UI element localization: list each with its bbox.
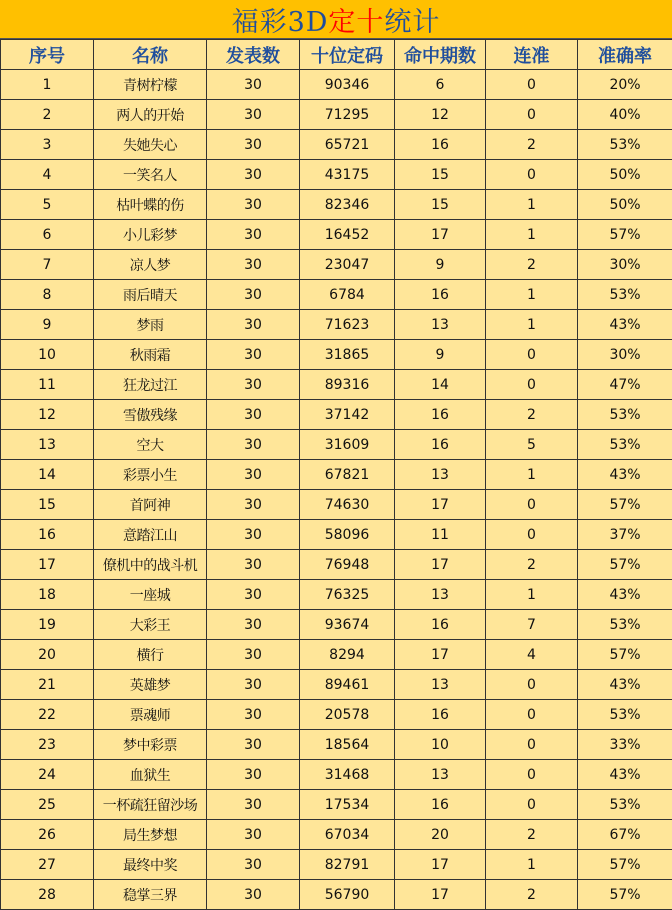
cell-tens-code: 76948	[300, 550, 395, 580]
cell-hits: 13	[395, 670, 486, 700]
table-row	[1, 220, 672, 250]
cell-index: 10	[1, 340, 94, 370]
cell-streak: 0	[486, 490, 578, 520]
col-header-hits: 命中期数	[395, 40, 486, 70]
table-row	[1, 400, 672, 430]
title-part-lottery: 福彩3D	[232, 0, 329, 39]
cell-name: 梦中彩票	[94, 730, 207, 760]
cell-streak: 2	[486, 550, 578, 580]
cell-tens-code: 20578	[300, 700, 395, 730]
cell-published: 30	[207, 100, 300, 130]
table-row	[1, 610, 672, 640]
cell-name: 横行	[94, 640, 207, 670]
cell-tens-code: 67821	[300, 460, 395, 490]
cell-published: 30	[207, 400, 300, 430]
cell-name: 意踏江山	[94, 520, 207, 550]
cell-name: 首阿神	[94, 490, 207, 520]
cell-hits: 16	[395, 610, 486, 640]
cell-published: 30	[207, 880, 300, 910]
cell-name: 英雄梦	[94, 670, 207, 700]
cell-tens-code: 71623	[300, 310, 395, 340]
cell-index: 16	[1, 520, 94, 550]
table-row	[1, 190, 672, 220]
cell-streak: 1	[486, 460, 578, 490]
title-part-stats: 统计	[384, 0, 440, 39]
cell-accuracy: 53%	[578, 610, 672, 640]
cell-streak: 0	[486, 340, 578, 370]
cell-published: 30	[207, 460, 300, 490]
cell-name: 凉人梦	[94, 250, 207, 280]
cell-tens-code: 74630	[300, 490, 395, 520]
cell-hits: 9	[395, 340, 486, 370]
cell-streak: 1	[486, 850, 578, 880]
col-header-index: 序号	[1, 40, 94, 70]
col-header-published: 发表数	[207, 40, 300, 70]
cell-published: 30	[207, 250, 300, 280]
cell-hits: 17	[395, 850, 486, 880]
cell-accuracy: 53%	[578, 400, 672, 430]
cell-hits: 13	[395, 460, 486, 490]
cell-accuracy: 43%	[578, 760, 672, 790]
cell-name: 梦雨	[94, 310, 207, 340]
cell-tens-code: 71295	[300, 100, 395, 130]
cell-published: 30	[207, 490, 300, 520]
cell-index: 23	[1, 730, 94, 760]
table-row	[1, 160, 672, 190]
cell-streak: 0	[486, 520, 578, 550]
cell-tens-code: 67034	[300, 820, 395, 850]
cell-tens-code: 8294	[300, 640, 395, 670]
table-row	[1, 70, 672, 100]
cell-published: 30	[207, 370, 300, 400]
cell-index: 24	[1, 760, 94, 790]
table-row	[1, 670, 672, 700]
cell-name: 枯叶蝶的伤	[94, 190, 207, 220]
cell-tens-code: 90346	[300, 70, 395, 100]
cell-name: 一杯疏狂留沙场	[94, 790, 207, 820]
cell-hits: 17	[395, 640, 486, 670]
cell-index: 25	[1, 790, 94, 820]
header-row	[1, 40, 672, 70]
table-row	[1, 790, 672, 820]
col-header-streak: 连准	[486, 40, 578, 70]
cell-name: 青树柠檬	[94, 70, 207, 100]
cell-streak: 1	[486, 190, 578, 220]
cell-hits: 12	[395, 100, 486, 130]
cell-tens-code: 82791	[300, 850, 395, 880]
cell-accuracy: 53%	[578, 280, 672, 310]
cell-accuracy: 30%	[578, 250, 672, 280]
cell-name: 小儿彩梦	[94, 220, 207, 250]
cell-tens-code: 56790	[300, 880, 395, 910]
cell-streak: 2	[486, 250, 578, 280]
cell-hits: 17	[395, 880, 486, 910]
cell-published: 30	[207, 580, 300, 610]
cell-index: 20	[1, 640, 94, 670]
cell-tens-code: 89316	[300, 370, 395, 400]
table-row	[1, 520, 672, 550]
col-header-tens-code: 十位定码	[300, 40, 395, 70]
cell-hits: 16	[395, 130, 486, 160]
cell-accuracy: 57%	[578, 850, 672, 880]
cell-streak: 7	[486, 610, 578, 640]
cell-accuracy: 43%	[578, 580, 672, 610]
cell-tens-code: 43175	[300, 160, 395, 190]
cell-index: 15	[1, 490, 94, 520]
cell-index: 5	[1, 190, 94, 220]
cell-streak: 0	[486, 790, 578, 820]
cell-published: 30	[207, 70, 300, 100]
table-row	[1, 550, 672, 580]
table-row	[1, 490, 672, 520]
table-row	[1, 340, 672, 370]
cell-index: 9	[1, 310, 94, 340]
cell-streak: 2	[486, 130, 578, 160]
cell-tens-code: 17534	[300, 790, 395, 820]
table-row	[1, 580, 672, 610]
cell-name: 失她失心	[94, 130, 207, 160]
cell-streak: 0	[486, 760, 578, 790]
cell-index: 1	[1, 70, 94, 100]
cell-hits: 20	[395, 820, 486, 850]
cell-index: 19	[1, 610, 94, 640]
cell-accuracy: 53%	[578, 130, 672, 160]
cell-index: 7	[1, 250, 94, 280]
cell-hits: 6	[395, 70, 486, 100]
stats-table	[0, 39, 672, 910]
cell-streak: 0	[486, 70, 578, 100]
cell-index: 17	[1, 550, 94, 580]
table-row	[1, 370, 672, 400]
cell-tens-code: 31468	[300, 760, 395, 790]
cell-accuracy: 30%	[578, 340, 672, 370]
cell-index: 27	[1, 850, 94, 880]
cell-streak: 1	[486, 580, 578, 610]
cell-name: 空大	[94, 430, 207, 460]
cell-name: 一笑名人	[94, 160, 207, 190]
cell-tens-code: 89461	[300, 670, 395, 700]
cell-index: 4	[1, 160, 94, 190]
cell-tens-code: 82346	[300, 190, 395, 220]
cell-tens-code: 18564	[300, 730, 395, 760]
cell-accuracy: 20%	[578, 70, 672, 100]
cell-index: 3	[1, 130, 94, 160]
cell-streak: 0	[486, 670, 578, 700]
cell-hits: 17	[395, 490, 486, 520]
cell-index: 22	[1, 700, 94, 730]
cell-tens-code: 16452	[300, 220, 395, 250]
cell-name: 大彩王	[94, 610, 207, 640]
cell-streak: 0	[486, 730, 578, 760]
cell-published: 30	[207, 190, 300, 220]
cell-published: 30	[207, 340, 300, 370]
table-row	[1, 460, 672, 490]
title-part-highlight: 定十	[328, 0, 384, 39]
cell-name: 血狱生	[94, 760, 207, 790]
cell-published: 30	[207, 520, 300, 550]
cell-name: 雨后晴天	[94, 280, 207, 310]
cell-name: 彩票小生	[94, 460, 207, 490]
cell-accuracy: 57%	[578, 220, 672, 250]
cell-hits: 17	[395, 220, 486, 250]
cell-streak: 0	[486, 160, 578, 190]
cell-tens-code: 76325	[300, 580, 395, 610]
cell-tens-code: 37142	[300, 400, 395, 430]
table-row	[1, 760, 672, 790]
cell-accuracy: 50%	[578, 190, 672, 220]
cell-published: 30	[207, 280, 300, 310]
cell-accuracy: 53%	[578, 790, 672, 820]
table-row	[1, 310, 672, 340]
cell-name: 两人的开始	[94, 100, 207, 130]
cell-published: 30	[207, 220, 300, 250]
cell-published: 30	[207, 550, 300, 580]
cell-streak: 0	[486, 370, 578, 400]
sheet-title	[0, 0, 672, 39]
cell-hits: 16	[395, 430, 486, 460]
cell-hits: 9	[395, 250, 486, 280]
cell-hits: 16	[395, 400, 486, 430]
cell-hits: 16	[395, 280, 486, 310]
cell-tens-code: 93674	[300, 610, 395, 640]
cell-accuracy: 57%	[578, 640, 672, 670]
cell-published: 30	[207, 820, 300, 850]
cell-tens-code: 23047	[300, 250, 395, 280]
cell-accuracy: 50%	[578, 160, 672, 190]
table-body	[1, 70, 672, 910]
cell-index: 8	[1, 280, 94, 310]
cell-accuracy: 57%	[578, 490, 672, 520]
cell-published: 30	[207, 160, 300, 190]
cell-streak: 5	[486, 430, 578, 460]
cell-index: 26	[1, 820, 94, 850]
table-row	[1, 820, 672, 850]
cell-tens-code: 65721	[300, 130, 395, 160]
cell-hits: 15	[395, 160, 486, 190]
cell-name: 局生梦想	[94, 820, 207, 850]
cell-streak: 4	[486, 640, 578, 670]
cell-accuracy: 33%	[578, 730, 672, 760]
cell-streak: 1	[486, 280, 578, 310]
cell-accuracy: 67%	[578, 820, 672, 850]
cell-hits: 13	[395, 310, 486, 340]
cell-name: 雪傲残缘	[94, 400, 207, 430]
cell-hits: 10	[395, 730, 486, 760]
cell-accuracy: 40%	[578, 100, 672, 130]
cell-published: 30	[207, 850, 300, 880]
cell-accuracy: 43%	[578, 670, 672, 700]
cell-published: 30	[207, 790, 300, 820]
cell-index: 18	[1, 580, 94, 610]
table-row	[1, 700, 672, 730]
cell-streak: 2	[486, 820, 578, 850]
cell-hits: 13	[395, 580, 486, 610]
cell-published: 30	[207, 130, 300, 160]
table-row	[1, 640, 672, 670]
cell-published: 30	[207, 760, 300, 790]
cell-hits: 17	[395, 550, 486, 580]
cell-streak: 1	[486, 310, 578, 340]
table-row	[1, 850, 672, 880]
cell-name: 票魂师	[94, 700, 207, 730]
cell-streak: 2	[486, 880, 578, 910]
cell-accuracy: 57%	[578, 880, 672, 910]
cell-published: 30	[207, 730, 300, 760]
cell-accuracy: 57%	[578, 550, 672, 580]
table-row	[1, 730, 672, 760]
cell-accuracy: 43%	[578, 310, 672, 340]
cell-index: 11	[1, 370, 94, 400]
cell-tens-code: 58096	[300, 520, 395, 550]
col-header-accuracy: 准确率	[578, 40, 672, 70]
cell-tens-code: 31865	[300, 340, 395, 370]
cell-tens-code: 6784	[300, 280, 395, 310]
cell-hits: 16	[395, 700, 486, 730]
cell-hits: 11	[395, 520, 486, 550]
cell-index: 6	[1, 220, 94, 250]
cell-name: 狂龙过江	[94, 370, 207, 400]
table-row	[1, 280, 672, 310]
cell-published: 30	[207, 670, 300, 700]
cell-hits: 15	[395, 190, 486, 220]
cell-accuracy: 37%	[578, 520, 672, 550]
cell-streak: 1	[486, 220, 578, 250]
cell-name: 稳掌三界	[94, 880, 207, 910]
cell-name: 秋雨霜	[94, 340, 207, 370]
cell-index: 2	[1, 100, 94, 130]
cell-hits: 13	[395, 760, 486, 790]
cell-published: 30	[207, 610, 300, 640]
cell-index: 28	[1, 880, 94, 910]
cell-published: 30	[207, 310, 300, 340]
cell-streak: 2	[486, 400, 578, 430]
col-header-name: 名称	[94, 40, 207, 70]
cell-accuracy: 43%	[578, 460, 672, 490]
cell-hits: 16	[395, 790, 486, 820]
table-row	[1, 100, 672, 130]
cell-published: 30	[207, 640, 300, 670]
cell-accuracy: 47%	[578, 370, 672, 400]
cell-published: 30	[207, 700, 300, 730]
table-row	[1, 880, 672, 910]
cell-accuracy: 53%	[578, 430, 672, 460]
cell-name: 僚机中的战斗机	[94, 550, 207, 580]
cell-index: 14	[1, 460, 94, 490]
cell-accuracy: 53%	[578, 700, 672, 730]
cell-tens-code: 31609	[300, 430, 395, 460]
table-row	[1, 430, 672, 460]
table-row	[1, 250, 672, 280]
cell-published: 30	[207, 430, 300, 460]
cell-streak: 0	[486, 700, 578, 730]
cell-index: 12	[1, 400, 94, 430]
cell-streak: 0	[486, 100, 578, 130]
cell-index: 21	[1, 670, 94, 700]
cell-name: 一座城	[94, 580, 207, 610]
cell-hits: 14	[395, 370, 486, 400]
table-row	[1, 130, 672, 160]
cell-index: 13	[1, 430, 94, 460]
cell-name: 最终中奖	[94, 850, 207, 880]
